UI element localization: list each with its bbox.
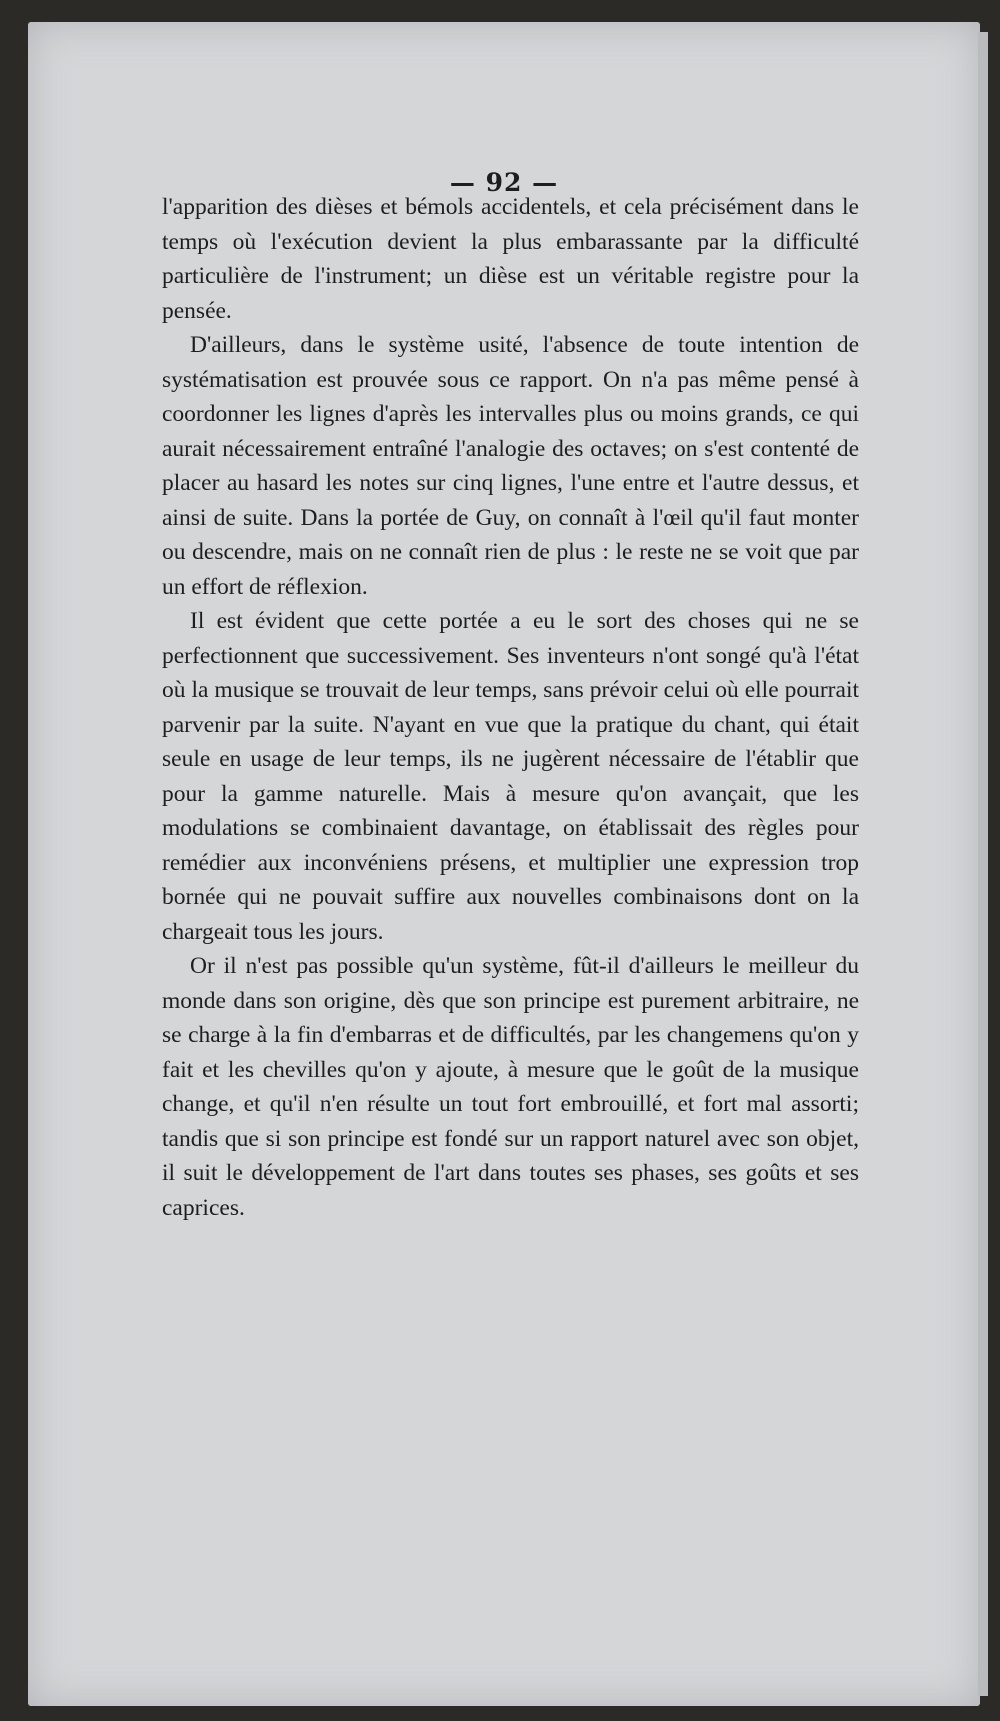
paragraph-4: Or il n'est pas possible qu'un système, fût-il d'ailleurs le meilleur du monde dans son origine, dès que son principe est purement arbitraire, ne se charge à la fin d'embarras et de difficultés, par les changemens qu'on y fait et les chevilles qu'on y ajoute, à mesure que le goût de la musique change, et qu'il n'en résulte un tout fort embrouillé, et fort mal assorti; tandis que si son principe est fondé sur un rapport naturel avec son objet, il suit le développement de l'art dans toutes ses phases, ses goûts et ses caprices. (162, 953, 859, 1221)
paragraph-1: l'apparition des dièses et bémols accidentels, et cela précisément dans le temps où l'exécution devient la plus embarassante par la difficulté particulière de l'instrument; un dièse est un véritable registre pour la pensée. (162, 194, 859, 324)
page-edge (978, 32, 988, 1696)
body-text (162, 190, 859, 1225)
paragraph-3: Il est évident que cette portée a eu le sort des choses qui ne se perfectionnent que successivement. Ses inventeurs n'ont songé qu'à l'état où la musique se trouvait de leur temps, sans prévoir celui où elle pourrait parvenir par la suite. N'ayant en vue que la pratique du chant, qui était seule en usage de leur temps, ils ne jugèrent nécessaire de l'établir que pour la gamme naturelle. Mais à mesure qu'on avançait, que les modulations se combinaient davantage, on établissait des règles pour remédier aux inconvéniens présens, et multiplier une expression trop bornée qui ne pouvait suffire aux nouvelles combinaisons dont on la chargeait tous les jours. (162, 608, 859, 945)
paragraph-2: D'ailleurs, dans le système usité, l'absence de toute intention de systématisation est prouvée sous ce rapport. On n'a pas même pensé à coordonner les lignes d'après les intervalles plus ou moins grands, ce qui aurait nécessairement entraîné l'analogie des octaves; on s'est contenté de placer au hasard les notes sur cinq lignes, l'une entre et l'autre dessus, et ainsi de suite. Dans la portée de Guy, on connaît à l'œil qu'il faut monter ou descendre, mais on ne connaît rien de plus : le reste ne se voit que par un effort de réflexion. (162, 332, 859, 600)
page-number: — 92 — (449, 168, 559, 197)
